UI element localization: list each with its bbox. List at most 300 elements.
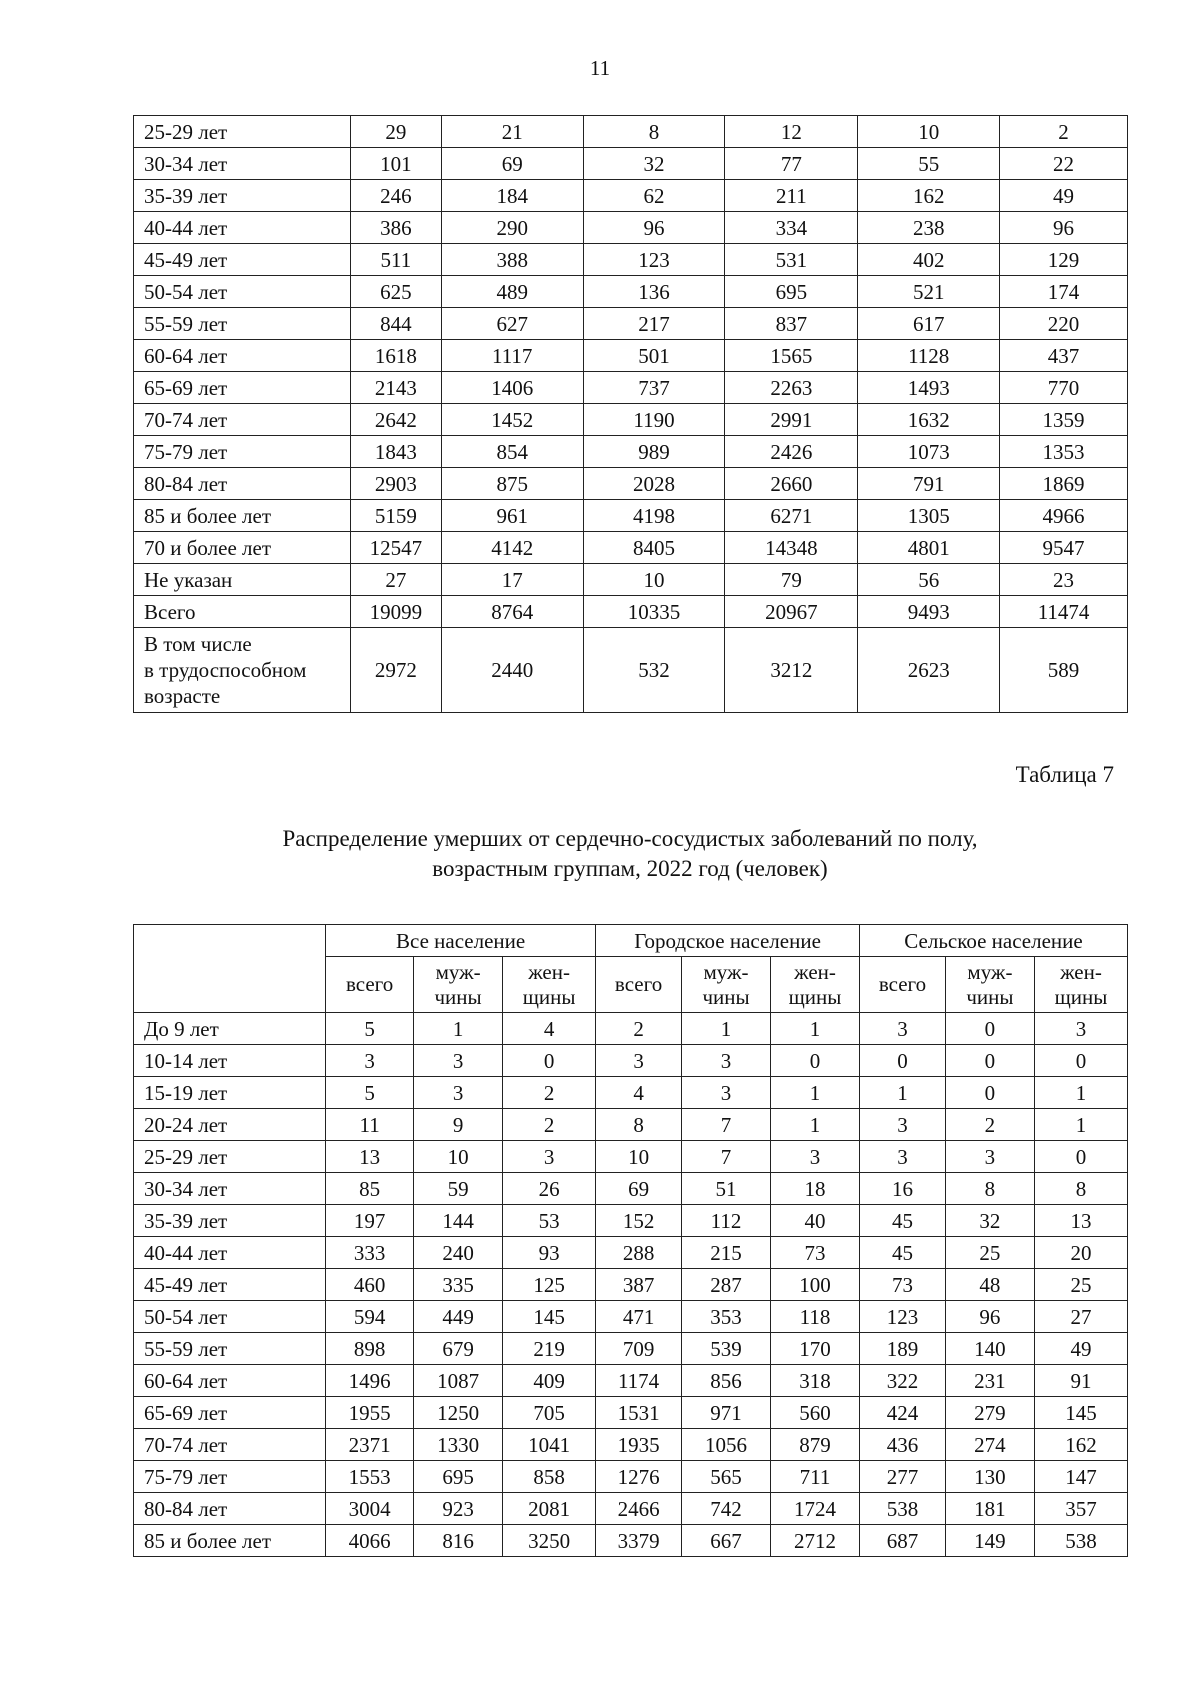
table-cell: 12 [725,116,858,148]
table-cell: 279 [945,1397,1034,1429]
table-row [134,628,1128,713]
table-cell: 27 [350,564,441,596]
table-cell: 333 [326,1237,414,1269]
table-cell: 695 [725,276,858,308]
table-row [134,500,1128,532]
table-cell: 152 [596,1205,682,1237]
row-label: 70-74 лет [134,1429,326,1461]
table-cell: 0 [945,1045,1034,1077]
table-cell: 85 [326,1173,414,1205]
table-cell: 589 [1000,628,1128,713]
table-row [134,1365,1128,1397]
table-cell: 8 [1034,1173,1127,1205]
header-corner [134,925,326,1013]
row-label: 65-69 лет [134,1397,326,1429]
table-cell: 20 [1034,1237,1127,1269]
table-cell: 2642 [350,404,441,436]
table-cell: 12547 [350,532,441,564]
row-label: 35-39 лет [134,1205,326,1237]
row-label: До 9 лет [134,1013,326,1045]
table-row [134,1141,1128,1173]
table-cell: 112 [682,1205,771,1237]
table-cell: 21 [441,116,583,148]
table-cell: 1406 [441,372,583,404]
table-cell: 627 [441,308,583,340]
table-cell: 532 [583,628,725,713]
table-cell: 2028 [583,468,725,500]
table-6-continuation [133,115,1128,713]
header-women [503,957,596,1013]
row-label-line: в трудоспособном [144,658,307,682]
table-cell: 145 [503,1301,596,1333]
table-row [134,1013,1128,1045]
table-cell: 5 [326,1077,414,1109]
row-label: 55-59 лет [134,1333,326,1365]
table-cell: 3004 [326,1493,414,1525]
table-row [134,1397,1128,1429]
table-cell: 4066 [326,1525,414,1557]
table-cell: 449 [414,1301,503,1333]
table-cell: 1 [1034,1109,1127,1141]
table-cell: 62 [583,180,725,212]
row-label: 60-64 лет [134,340,351,372]
table-cell: 844 [350,308,441,340]
table-cell: 2426 [725,436,858,468]
table-cell: 2440 [441,628,583,713]
table-cell: 238 [858,212,1000,244]
table-cell: 1869 [1000,468,1128,500]
table-cell: 3 [414,1045,503,1077]
header-group-all: Все население [326,925,596,957]
table-cell: 19099 [350,596,441,628]
table-cell: 854 [441,436,583,468]
table-cell: 20967 [725,596,858,628]
header-women-line: щины [1054,984,1108,1009]
table-cell: 10 [414,1141,503,1173]
row-label: 40-44 лет [134,212,351,244]
row-label: 65-69 лет [134,372,351,404]
table-cell: 1073 [858,436,1000,468]
row-label: 50-54 лет [134,1301,326,1333]
table-cell: 1117 [441,340,583,372]
table-cell: 879 [771,1429,860,1461]
row-label-line: В том числе [144,632,252,656]
table-row [134,596,1128,628]
table-cell: 3 [414,1077,503,1109]
table-cell: 1330 [414,1429,503,1461]
table-cell: 2466 [596,1493,682,1525]
header-men [945,957,1034,1013]
table-7-header [134,925,1128,1013]
table-cell: 14348 [725,532,858,564]
table-cell: 5 [326,1013,414,1045]
table-row [134,116,1128,148]
table-cell: 2623 [858,628,1000,713]
table-cell: 3 [771,1141,860,1173]
table-cell: 2903 [350,468,441,500]
table-cell: 23 [1000,564,1128,596]
table-row [134,372,1128,404]
table-cell: 13 [326,1141,414,1173]
table-row [134,212,1128,244]
table-cell: 10 [583,564,725,596]
table-cell: 353 [682,1301,771,1333]
table-cell: 2 [596,1013,682,1045]
header-row-groups [134,925,1128,957]
header-men-line: чины [702,984,750,1009]
row-label: Всего [134,596,351,628]
table-cell: 1174 [596,1365,682,1397]
table-cell: 69 [596,1173,682,1205]
table-row [134,1493,1128,1525]
table-cell: 189 [860,1333,946,1365]
table-cell: 1276 [596,1461,682,1493]
table-cell: 1 [1034,1077,1127,1109]
table-row [134,532,1128,564]
table-cell: 123 [583,244,725,276]
table-cell: 1955 [326,1397,414,1429]
table-cell: 3 [596,1045,682,1077]
table-cell: 10335 [583,596,725,628]
table-cell: 25 [1034,1269,1127,1301]
table-cell: 162 [1034,1429,1127,1461]
table-cell: 2660 [725,468,858,500]
table-cell: 471 [596,1301,682,1333]
table-cell: 149 [945,1525,1034,1557]
row-label: 75-79 лет [134,436,351,468]
table-cell: 184 [441,180,583,212]
table-cell: 971 [682,1397,771,1429]
table-cell: 3 [326,1045,414,1077]
row-label: 25-29 лет [134,1141,326,1173]
table-cell: 3 [860,1109,946,1141]
table-cell: 1 [414,1013,503,1045]
row-label: 10-14 лет [134,1045,326,1077]
table-cell: 53 [503,1205,596,1237]
table-cell: 6271 [725,500,858,532]
table-cell: 2 [945,1109,1034,1141]
table-cell: 3 [860,1013,946,1045]
table-cell: 1452 [441,404,583,436]
table-row [134,1109,1128,1141]
table-cell: 538 [860,1493,946,1525]
table-cell: 1565 [725,340,858,372]
table-cell: 45 [860,1205,946,1237]
table-caption: Таблица 7 [1015,762,1114,787]
table-cell: 617 [858,308,1000,340]
table-cell: 501 [583,340,725,372]
table-cell: 8 [596,1109,682,1141]
table-cell: 170 [771,1333,860,1365]
table-cell: 409 [503,1365,596,1397]
table-6-body [134,116,1128,713]
table-cell: 3 [1034,1013,1127,1045]
table-cell: 145 [1034,1397,1127,1429]
header-women-line: жен- [1060,959,1102,984]
table-cell: 8764 [441,596,583,628]
table-cell: 96 [583,212,725,244]
table-cell: 147 [1034,1461,1127,1493]
table-cell: 3379 [596,1525,682,1557]
row-label: 35-39 лет [134,180,351,212]
table-cell: 1 [860,1077,946,1109]
table-cell: 4801 [858,532,1000,564]
table-cell: 1632 [858,404,1000,436]
table-cell: 1 [771,1013,860,1045]
table-cell: 460 [326,1269,414,1301]
table-cell: 211 [725,180,858,212]
table-cell: 531 [725,244,858,276]
table-cell: 1493 [858,372,1000,404]
table-cell: 277 [860,1461,946,1493]
table-cell: 687 [860,1525,946,1557]
table-title-line: Распределение умерших от сердечно-сосудистых заболеваний по полу, [282,826,978,851]
table-cell: 2 [503,1109,596,1141]
table-cell: 4966 [1000,500,1128,532]
table-cell: 1531 [596,1397,682,1429]
table-cell: 32 [583,148,725,180]
table-cell: 322 [860,1365,946,1397]
table-row [134,1269,1128,1301]
table-row [134,148,1128,180]
table-cell: 240 [414,1237,503,1269]
table-cell: 48 [945,1269,1034,1301]
header-men [682,957,771,1013]
table-cell: 521 [858,276,1000,308]
header-total: всего [596,957,682,1013]
table-cell: 49 [1034,1333,1127,1365]
table-cell: 246 [350,180,441,212]
table-cell: 318 [771,1365,860,1397]
header-total: всего [860,957,946,1013]
table-cell: 2 [1000,116,1128,148]
table-cell: 511 [350,244,441,276]
table-cell: 770 [1000,372,1128,404]
table-cell: 1843 [350,436,441,468]
table-row [134,1301,1128,1333]
row-label: 45-49 лет [134,1269,326,1301]
table-cell: 679 [414,1333,503,1365]
table-cell: 219 [503,1333,596,1365]
table-cell: 125 [503,1269,596,1301]
table-row [134,436,1128,468]
table-cell: 388 [441,244,583,276]
table-7-body [134,1013,1128,1557]
table-cell: 274 [945,1429,1034,1461]
table-cell: 55 [858,148,1000,180]
table-cell: 1353 [1000,436,1128,468]
table-cell: 9 [414,1109,503,1141]
row-label: 85 и более лет [134,1525,326,1557]
table-cell: 26 [503,1173,596,1205]
table-cell: 711 [771,1461,860,1493]
table-cell: 215 [682,1237,771,1269]
table-cell: 1128 [858,340,1000,372]
header-women [771,957,860,1013]
table-cell: 856 [682,1365,771,1397]
table-cell: 357 [1034,1493,1127,1525]
table-cell: 7 [682,1141,771,1173]
table-cell: 2081 [503,1493,596,1525]
table-cell: 100 [771,1269,860,1301]
table-cell: 837 [725,308,858,340]
row-label: 30-34 лет [134,148,351,180]
table-title [0,824,1200,884]
table-cell: 51 [682,1173,771,1205]
table-cell: 123 [860,1301,946,1333]
header-men-line: чины [966,984,1014,1009]
table-cell: 40 [771,1205,860,1237]
table-cell: 0 [771,1045,860,1077]
table-cell: 162 [858,180,1000,212]
table-cell: 49 [1000,180,1128,212]
table-cell: 667 [682,1525,771,1557]
table-cell: 18 [771,1173,860,1205]
table-cell: 17 [441,564,583,596]
table-cell: 565 [682,1461,771,1493]
table-cell: 1056 [682,1429,771,1461]
table-cell: 231 [945,1365,1034,1397]
row-label: 55-59 лет [134,308,351,340]
table-cell: 858 [503,1461,596,1493]
table-cell: 69 [441,148,583,180]
table-cell: 1553 [326,1461,414,1493]
table-cell: 2972 [350,628,441,713]
table-cell: 961 [441,500,583,532]
table-cell: 181 [945,1493,1034,1525]
table-cell: 705 [503,1397,596,1429]
table-cell: 73 [860,1269,946,1301]
table-row [134,308,1128,340]
table-cell: 335 [414,1269,503,1301]
table-cell: 898 [326,1333,414,1365]
row-label: 70-74 лет [134,404,351,436]
row-label: 50-54 лет [134,276,351,308]
table-cell: 1305 [858,500,1000,532]
table-cell: 2 [503,1077,596,1109]
row-label: 25-29 лет [134,116,351,148]
row-label [134,628,351,713]
table-cell: 560 [771,1397,860,1429]
table-cell: 8405 [583,532,725,564]
table-cell: 174 [1000,276,1128,308]
header-women-line: щины [788,984,842,1009]
row-label: 85 и более лет [134,500,351,532]
header-women-line: жен- [794,959,836,984]
table-row [134,244,1128,276]
row-label: 75-79 лет [134,1461,326,1493]
table-cell: 402 [858,244,1000,276]
table-row [134,1333,1128,1365]
table-cell: 989 [583,436,725,468]
table-cell: 1724 [771,1493,860,1525]
table-cell: 1 [771,1109,860,1141]
table-cell: 539 [682,1333,771,1365]
table-cell: 220 [1000,308,1128,340]
table-cell: 695 [414,1461,503,1493]
table-row [134,276,1128,308]
table-cell: 737 [583,372,725,404]
table-cell: 287 [682,1269,771,1301]
header-men-line: муж- [435,959,481,984]
table-cell: 3 [945,1141,1034,1173]
table-cell: 9493 [858,596,1000,628]
table-row [134,1077,1128,1109]
table-cell: 22 [1000,148,1128,180]
table-row [134,1205,1128,1237]
header-men [414,957,503,1013]
table-cell: 0 [1034,1141,1127,1173]
table-row [134,564,1128,596]
table-row [134,1461,1128,1493]
header-total: всего [326,957,414,1013]
table-row [134,1173,1128,1205]
table-cell: 1087 [414,1365,503,1397]
table-cell: 387 [596,1269,682,1301]
table-title-line: возрастным группам, 2022 год (человек) [432,856,828,881]
table-cell: 1250 [414,1397,503,1429]
table-cell: 136 [583,276,725,308]
table-cell: 93 [503,1237,596,1269]
table-7 [133,924,1128,1557]
table-cell: 25 [945,1237,1034,1269]
table-cell: 816 [414,1525,503,1557]
table-cell: 217 [583,308,725,340]
table-cell: 0 [503,1045,596,1077]
table-cell: 3 [503,1141,596,1173]
table-row [134,1237,1128,1269]
table-cell: 5159 [350,500,441,532]
table-cell: 2991 [725,404,858,436]
table-cell: 334 [725,212,858,244]
table-cell: 594 [326,1301,414,1333]
table-cell: 709 [596,1333,682,1365]
table-cell: 0 [945,1013,1034,1045]
table-cell: 96 [945,1301,1034,1333]
table-cell: 1496 [326,1365,414,1397]
table-cell: 140 [945,1333,1034,1365]
table-cell: 436 [860,1429,946,1461]
table-row [134,1525,1128,1557]
table-cell: 77 [725,148,858,180]
row-label: Не указан [134,564,351,596]
table-cell: 0 [945,1077,1034,1109]
table-cell: 875 [441,468,583,500]
header-women-line: щины [522,984,576,1009]
table-cell: 1359 [1000,404,1128,436]
table-row [134,404,1128,436]
table-cell: 11474 [1000,596,1128,628]
table-cell: 32 [945,1205,1034,1237]
table-cell: 8 [583,116,725,148]
table-cell: 424 [860,1397,946,1429]
table-cell: 79 [725,564,858,596]
table-cell: 4 [596,1077,682,1109]
table-cell: 3 [682,1077,771,1109]
table-cell: 791 [858,468,1000,500]
table-cell: 290 [441,212,583,244]
table-cell: 9547 [1000,532,1128,564]
table-cell: 1 [682,1013,771,1045]
row-label: 20-24 лет [134,1109,326,1141]
table-cell: 1190 [583,404,725,436]
row-label: 30-34 лет [134,1173,326,1205]
header-group-urban: Городское население [596,925,860,957]
table-row [134,180,1128,212]
table-cell: 2263 [725,372,858,404]
table-cell: 3 [682,1045,771,1077]
table-cell: 96 [1000,212,1128,244]
